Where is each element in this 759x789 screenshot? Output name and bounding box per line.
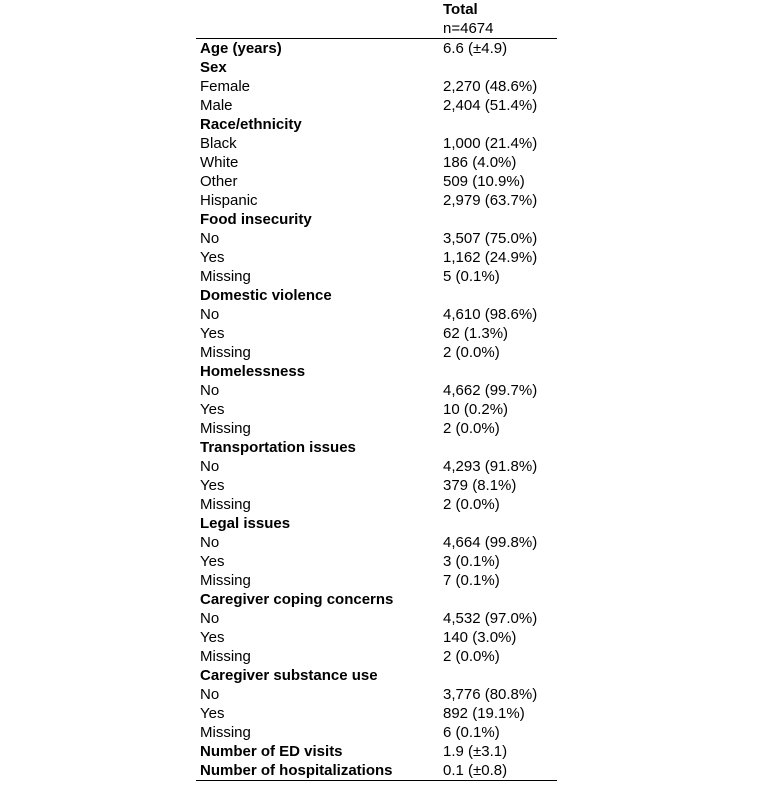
table-row-category	[196, 115, 557, 134]
row-value: 2 (0.0%)	[443, 496, 500, 513]
row-value: 7 (0.1%)	[443, 572, 500, 589]
category-label: Domestic violence	[200, 287, 332, 304]
table-row	[196, 172, 557, 191]
table-row	[196, 267, 557, 286]
row-value	[443, 590, 557, 609]
category-label: Food insecurity	[200, 211, 312, 228]
table-row	[196, 628, 557, 647]
row-value: 892 (19.1%)	[443, 705, 525, 722]
table-header-row	[196, 0, 557, 19]
row-value: 140 (3.0%)	[443, 629, 517, 646]
header-total: Total	[443, 1, 478, 18]
row-value: 4,293 (91.8%)	[443, 458, 538, 475]
row-value: 10 (0.2%)	[443, 401, 509, 418]
subcategory-label: Yes	[200, 477, 225, 494]
subcategory-label: Other	[200, 173, 238, 190]
table-row-category	[196, 666, 557, 685]
category-label: Race/ethnicity	[200, 116, 302, 133]
table-row	[196, 324, 557, 343]
table-row	[196, 723, 557, 742]
row-value: 1,000 (21.4%)	[443, 135, 538, 152]
subcategory-label: Hispanic	[200, 192, 258, 209]
table-row-category	[196, 438, 557, 457]
row-value: 1.9 (±3.1)	[443, 743, 508, 760]
header-empty-cell	[196, 19, 443, 39]
table-row	[196, 571, 557, 590]
table-row	[196, 305, 557, 324]
row-value: 2,979 (63.7%)	[443, 192, 538, 209]
category-label: Legal issues	[200, 515, 291, 532]
table-row	[196, 647, 557, 666]
category-label: Caregiver coping concerns	[200, 591, 394, 608]
subcategory-label: Female	[200, 78, 251, 95]
table-row	[196, 248, 557, 267]
table-row-category	[196, 39, 557, 59]
table-row	[196, 343, 557, 362]
subcategory-label: Yes	[200, 325, 225, 342]
category-label: Number of ED visits	[200, 743, 343, 760]
table-row	[196, 476, 557, 495]
table-row-category	[196, 514, 557, 533]
subcategory-label: Missing	[200, 724, 251, 741]
subcategory-label: No	[200, 686, 220, 703]
table-row	[196, 400, 557, 419]
table-row-category	[196, 58, 557, 77]
header-empty-cell	[196, 0, 443, 19]
row-value	[443, 58, 557, 77]
row-value: 4,664 (99.8%)	[443, 534, 538, 551]
subcategory-label: Yes	[200, 553, 225, 570]
subcategory-label: No	[200, 382, 220, 399]
subcategory-label: Missing	[200, 572, 251, 589]
row-value: 1,162 (24.9%)	[443, 249, 538, 266]
row-value: 509 (10.9%)	[443, 173, 525, 190]
table-body	[196, 39, 557, 781]
row-value: 4,532 (97.0%)	[443, 610, 538, 627]
row-value	[443, 514, 557, 533]
table-row	[196, 229, 557, 248]
table-row	[196, 685, 557, 704]
table-row	[196, 495, 557, 514]
table-row	[196, 419, 557, 438]
table-row	[196, 533, 557, 552]
table-row	[196, 191, 557, 210]
row-value: 2 (0.0%)	[443, 344, 500, 361]
subcategory-label: Male	[200, 97, 233, 114]
subcategory-label: Missing	[200, 648, 251, 665]
header-n: n=4674	[443, 19, 557, 39]
row-value: 3,507 (75.0%)	[443, 230, 538, 247]
table-header-n-row	[196, 19, 557, 39]
table-row	[196, 552, 557, 571]
table-row-category	[196, 286, 557, 305]
row-value: 2 (0.0%)	[443, 648, 500, 665]
subcategory-label: No	[200, 534, 220, 551]
subcategory-label: No	[200, 610, 220, 627]
category-label: Number of hospitalizations	[196, 761, 443, 781]
subcategory-label: No	[200, 230, 220, 247]
row-value: 0.1 (±0.8)	[443, 761, 557, 781]
row-value	[443, 286, 557, 305]
table-row	[196, 457, 557, 476]
subcategory-label: Missing	[200, 268, 251, 285]
category-label: Homelessness	[200, 363, 306, 380]
row-value	[443, 666, 557, 685]
table-row	[196, 609, 557, 628]
table-row	[196, 704, 557, 723]
subcategory-label: Missing	[200, 496, 251, 513]
table-row-category	[196, 590, 557, 609]
row-value	[443, 362, 557, 381]
row-value: 2,270 (48.6%)	[443, 78, 538, 95]
category-label: Age (years)	[200, 40, 282, 57]
row-value: 3 (0.1%)	[443, 553, 500, 570]
table-row-category	[196, 362, 557, 381]
row-value	[443, 438, 557, 457]
row-value: 62 (1.3%)	[443, 325, 509, 342]
category-label: Transportation issues	[200, 439, 356, 456]
subcategory-label: Missing	[200, 344, 251, 361]
row-value: 2,404 (51.4%)	[443, 97, 538, 114]
table-row	[196, 153, 557, 172]
row-value: 379 (8.1%)	[443, 477, 517, 494]
category-label: Caregiver substance use	[200, 667, 378, 684]
subcategory-label: White	[200, 154, 239, 171]
table-row	[196, 77, 557, 96]
row-value: 4,610 (98.6%)	[443, 306, 538, 323]
subcategory-label: Black	[200, 135, 237, 152]
row-value	[443, 115, 557, 134]
subcategory-label: Yes	[200, 249, 225, 266]
table-row	[196, 96, 557, 115]
subcategory-label: Yes	[200, 705, 225, 722]
row-value: 186 (4.0%)	[443, 154, 517, 171]
row-value: 6 (0.1%)	[443, 724, 500, 741]
row-value: 6.6 (±4.9)	[443, 40, 508, 57]
row-value: 5 (0.1%)	[443, 268, 500, 285]
table-row-category	[196, 210, 557, 229]
table-row-category	[196, 761, 557, 781]
characteristics-table	[196, 0, 557, 781]
row-value: 4,662 (99.7%)	[443, 382, 538, 399]
characteristics-table-container	[196, 0, 557, 781]
table-row-category	[196, 742, 557, 761]
subcategory-label: No	[200, 458, 220, 475]
subcategory-label: No	[200, 306, 220, 323]
subcategory-label: Yes	[200, 401, 225, 418]
row-value: 2 (0.0%)	[443, 420, 500, 437]
category-label: Sex	[200, 59, 227, 76]
row-value	[443, 210, 557, 229]
row-value: 3,776 (80.8%)	[443, 686, 538, 703]
subcategory-label: Yes	[200, 629, 225, 646]
subcategory-label: Missing	[200, 420, 251, 437]
table-row	[196, 381, 557, 400]
table-row	[196, 134, 557, 153]
